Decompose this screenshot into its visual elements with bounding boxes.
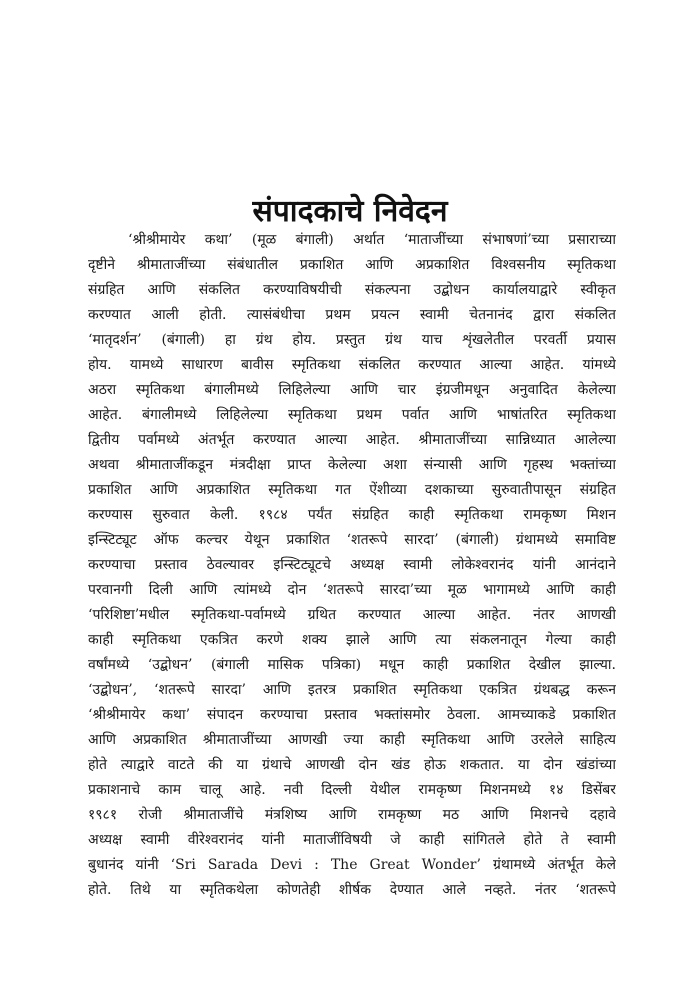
text-line: होय. यामध्ये साधारण बावीस स्मृतिकथा संकलित करण्यात आल्या आहेत. यांमध्ये (88, 357, 616, 373)
text-line: होते त्याद्वारे वाटते की या ग्रंथाचे आणखी दोन खंड होऊ शकतात. या दोन खंडांच्या (88, 757, 616, 773)
text-line: काही स्मृतिकथा एकत्रित करणे शक्य झाले आणि त्या संकलनातून गेल्या काही (88, 632, 616, 648)
text-line: होते. तिथे या स्मृतिकथेला कोणतेही शीर्षक देण्यात आले नव्हते. नंतर ‘शतरूपे (88, 882, 616, 898)
text-line: दृष्टीने श्रीमाताजींच्या संबंधातील प्रकाशित आणि अप्रकाशित विश्वसनीय स्मृतिकथा (88, 257, 616, 273)
text-line: ‘मातृदर्शन’ (बंगाली) हा ग्रंथ होय. प्रस्तुत ग्रंथ याच शृंखलेतील परवर्ती प्रयास (88, 332, 616, 348)
text-line: ‘श्रीश्रीमायेर कथा’ (मूळ बंगाली) अर्थात ‘माताजींच्या संभाषणां’च्या प्रसाराच्या (128, 232, 616, 248)
text-line: ‘परिशिष्टा’मधील स्मृतिकथा-पर्वामध्ये ग्रथित करण्यात आल्या आहेत. नंतर आणखी (88, 607, 616, 623)
text-line: अध्यक्ष स्वामी वीरेश्वरानंद यांनी माताजींविषयी जे काही सांगितले होते ते स्वामी (88, 832, 616, 848)
text-line: आहेत. बंगालीमध्ये लिहिलेल्या स्मृतिकथा प्रथम पर्वात आणि भाषांतरित स्मृतिकथा (88, 407, 616, 423)
text-line: प्रकाशनाचे काम चालू आहे. नवी दिल्ली येथील रामकृष्ण मिशनमध्ये १४ डिसेंबर (88, 782, 616, 798)
text-line: १९८१ रोजी श्रीमाताजींचे मंत्रशिष्य आणि रामकृष्ण मठ आणि मिशनचे दहावे (88, 807, 616, 823)
body-paragraph (88, 228, 616, 903)
text-line: प्रकाशित आणि अप्रकाशित स्मृतिकथा गत ऐंशीव्या दशकाच्या सुरुवातीपासून संग्रहित (88, 482, 616, 498)
text-line: संग्रहित आणि संकलित करण्याविषयीची संकल्पना उद्बोधन कार्यालयाद्वारे स्वीकृत (88, 282, 616, 298)
page-title: संपादकाचे निवेदन (252, 194, 448, 230)
text-line: करण्यास सुरुवात केली. १९८४ पर्यंत संग्रहित काही स्मृतिकथा रामकृष्ण मिशन (88, 507, 616, 523)
text-line: अठरा स्मृतिकथा बंगालीमध्ये लिहिलेल्या आणि चार इंग्रजीमधून अनुवादित केलेल्या (88, 382, 616, 398)
text-line: परवानगी दिली आणि त्यांमध्ये दोन ‘शतरूपे सारदा’च्या मूळ भागामध्ये आणि काही (88, 582, 616, 598)
text-line: वर्षांमध्ये ‘उद्बोधन’ (बंगाली मासिक पत्रिका) मधून काही प्रकाशित देखील झाल्या. (88, 657, 616, 673)
text-line: ‘श्रीश्रीमायेर कथा’ संपादन करण्याचा प्रस्ताव भक्तांसमोर ठेवला. आमच्याकडे प्रकाशित (88, 707, 616, 723)
text-line: अथवा श्रीमाताजींकडून मंत्रदीक्षा प्राप्त केलेल्या अशा संन्यासी आणि गृहस्थ भक्तांच्या (88, 457, 616, 473)
text-line: द्वितीय पर्वामध्ये अंतर्भूत करण्यात आल्या आहेत. श्रीमाताजींच्या सान्निध्यात आलेल्या (88, 432, 616, 448)
text-line: आणि अप्रकाशित श्रीमाताजींच्या आणखी ज्या काही स्मृतिकथा आणि उरलेले साहित्य (88, 732, 616, 748)
text-line: बुधानंद यांनी ‘Sri Sarada Devi : The Great Wonder’ ग्रंथामध्ये अंतर्भूत केले (88, 857, 616, 873)
text-line: करण्यात आली होती. त्यासंबंधीचा प्रथम प्रयत्न स्वामी चेतनानंद द्वारा संकलित (88, 307, 616, 323)
text-line: इन्स्टिट्यूट ऑफ कल्चर येथून प्रकाशित ‘शतरूपे सारदा’ (बंगाली) ग्रंथामध्ये समाविष्ट (88, 532, 616, 548)
text-line: करण्याचा प्रस्ताव ठेवल्यावर इन्स्टिट्यूटचे अध्यक्ष स्वामी लोकेश्वरानंद यांनी आनंदाने (88, 557, 616, 573)
text-line: ‘उद्बोधन’, ‘शतरूपे सारदा’ आणि इतरत्र प्रकाशित स्मृतिकथा एकत्रित ग्रंथबद्ध करून (88, 682, 616, 698)
